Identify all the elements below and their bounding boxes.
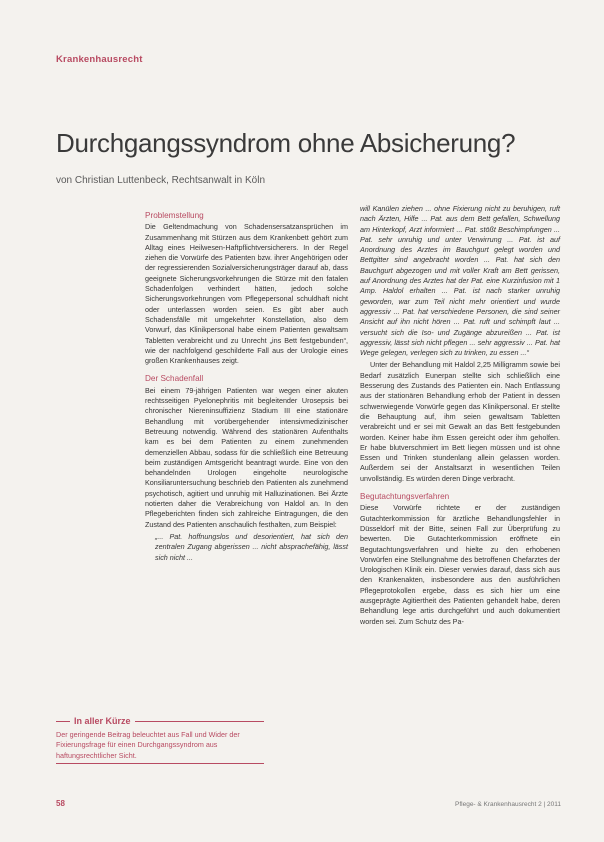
- article-byline: von Christian Luttenbeck, Rechtsanwalt in Köln: [56, 175, 266, 186]
- publication-reference: Pflege- & Krankenhausrecht 2 | 2011: [455, 801, 561, 808]
- in-brief-box: [56, 716, 264, 764]
- problem-heading: Problemstellung: [145, 211, 204, 220]
- in-brief-rule-right: [135, 721, 264, 722]
- case-paragraph: Bei einem 79-jährigen Patienten war wegen einer akuten rechtsseitigen Pyelonephritis mit begleitender Urosepsis bei chronischer Niereninsuffizienz Stadium III eine stationäre Behandlung mit vorübergehender intensivmedizinischer Betreuung notwendig. Während des stationären Aufenthalts kam es bei dem Patienten zu einem zunehmenden demenziellen Abbau, sodass für die schließlich eine Betreuung beim zuständigen Amtsgericht beantragt wurde. Eine von den behandelnden Urologen eingeholte neurologische Konsiliaruntersuchung beschrieb den Patienten als zunehmend psychotisch, agitiert und unruhig mit Halluzinationen. Bei Ärzte notierten daher die Verabreichung von Haldol an. In den Pflegeberichten finden sich zahlreiche Eintragungen, die den Zustand des Patienten anschaulich festhalten, zum Beispiel:: [145, 385, 348, 529]
- in-brief-header: [56, 716, 264, 726]
- section-label: Krankenhausrecht: [56, 54, 143, 65]
- problem-paragraph: Die Geltendmachung von Schadensersatzansprüchen im Zusammenhang mit Stürzen aus dem Krankenbett gehört zum Alltag eines Heilwesen-Haftpflichtversicherers. In der Regel ziehen die Vorwürfe des Patienten bzw. ihrer Angehörigen oder der regressierenden Sozialversicherungsträger darauf ab, dass geeignete Sicherungsvorkehrungen die Stürze mit den fatalen Schadenfolgen verhindert hätten, jedoch solche Sicherungsvorkehrungen vom Pflegepersonal schuldhaft nicht oder unterlassen worden seien. Es gibt aber auch Schadensfälle mit umgekehrter Konstellation, also dem Vorwurf, das Klinikpersonal habe einem Patienten gewaltsam Tabletten verabreicht und zu Unrecht „ins Bett festgebunden“, wie der nachfolgend geschilderte Fall aus der Urologie eines großen Krankenhauses zeigt.: [145, 222, 348, 366]
- left-column: [145, 211, 348, 571]
- in-brief-text: Der geringende Beitrag beleuchtet aus Fall und Wider der Fixierungsfrage für einen Durchgangssyndrom aus haftungsrechtlicher Sicht.: [56, 730, 264, 764]
- expert-paragraph: Diese Vorwürfe richtete er der zuständigen Gutachterkommission für ärztliche Behandlungsfehler in Düsseldorf mit der Bitte, seinen Fall zur Überprüfung zu bewerten. Die Gutachterkommission eröffnete ein Begutachtungsverfahren und hielte zu den erhobenen Vorwürfen eine Stellungnahme des betroffenen Chefarztes der Urologischen Klinik ein. Dieser verwies darauf, dass sich aus den Krankenakten, insbesondere aus den ausführlichen Pflegeprotokollen ergebe, dass es sich hier um eine ausgeprägte Agitiertheit des Patienten gehandelt habe, deren Behandlung lege artis durchgeführt und auch dokumentiert worden sei. Zum Schutz des Pa-: [360, 503, 560, 626]
- expert-heading: Begutachtungsverfahren: [360, 492, 450, 502]
- article-title: Durchgangssyndrom ohne Absicherung?: [56, 128, 516, 158]
- in-brief-rule-left: [56, 721, 70, 722]
- quote-continued: will Kanülen ziehen ... ohne Fixierung nicht zu beruhigen, ruft nach Ärzten, Hilfe ... Pat. aus dem Bett gefallen, Schwellung am Hinterkopf, Arzt informiert ... Pat. stößt Beschimpfungen ... Pat. sehr unruhig und unter Verwirrung ... Pat. ist auf Anordnung des Arztes im Bauchgurt gelegt worden und Bettgitter sind angebracht worden ... Pat. hat sich den Bauchgurt abgezogen und mit voller Kraft am Bett gerissen, auf Anordnung des Arztes hat der Pat. eine Kurzinfusion mit 1 Amp. Haldol erhalten ... Pat. ist nach starker unruhig geworden, war zum Teil nicht mehr orientiert und wurde aggressiv ... Pat. hat verschiedene Personen, die sind seiner Ansicht auf ihn nicht hören ... Pat. ruft und schimpft laut ... versucht sich die Iso- und Zugänge abzureißen ... Pat. ist aggressiv, lässt sich nicht pflegen ... sehr aggressiv ... Pat. hat Wege gelegen, verlegen sich zu trinken, zu essen ...“: [360, 204, 560, 358]
- right-column: [360, 204, 560, 635]
- case-quote: „... Pat. hoffnungslos und desorientiert, hat sich den zentralen Zugang abgerissen ... nicht absprachefähig, lässt sich nicht ...: [155, 531, 348, 562]
- in-brief-heading: In aller Kürze: [74, 716, 131, 726]
- page-number: 58: [56, 799, 65, 808]
- case-heading: Der Schadenfall: [145, 374, 204, 384]
- treatment-paragraph: Unter der Behandlung mit Haldol 2,25 Milligramm sowie bei Bedarf zusätzlich Eunerpan stellte sich schließlich eine Besserung des Zustands des Patienten ein. Nach Entlassung aus der stationären Behandlung erhob der Patient in dessen schwerwiegende Vorwürfe gegen das Klinikpersonal. Er stellte die Behauptung auf, ihm seien gewaltsam Tabletten verabreicht und er sei mit Gewalt an das Bett festgebunden worden. Keiner habe ihm Essen gereicht oder ihm geholfen. Er habe blutverschmiert im Bett liegen müssen und ist ohne Essen und Trinken stundenlang allein gelassen worden. Außerdem sei der Anstaltsarzt in wesentlichen Teilen unvollständig. Es würden deren Dinge verbracht.: [360, 360, 560, 483]
